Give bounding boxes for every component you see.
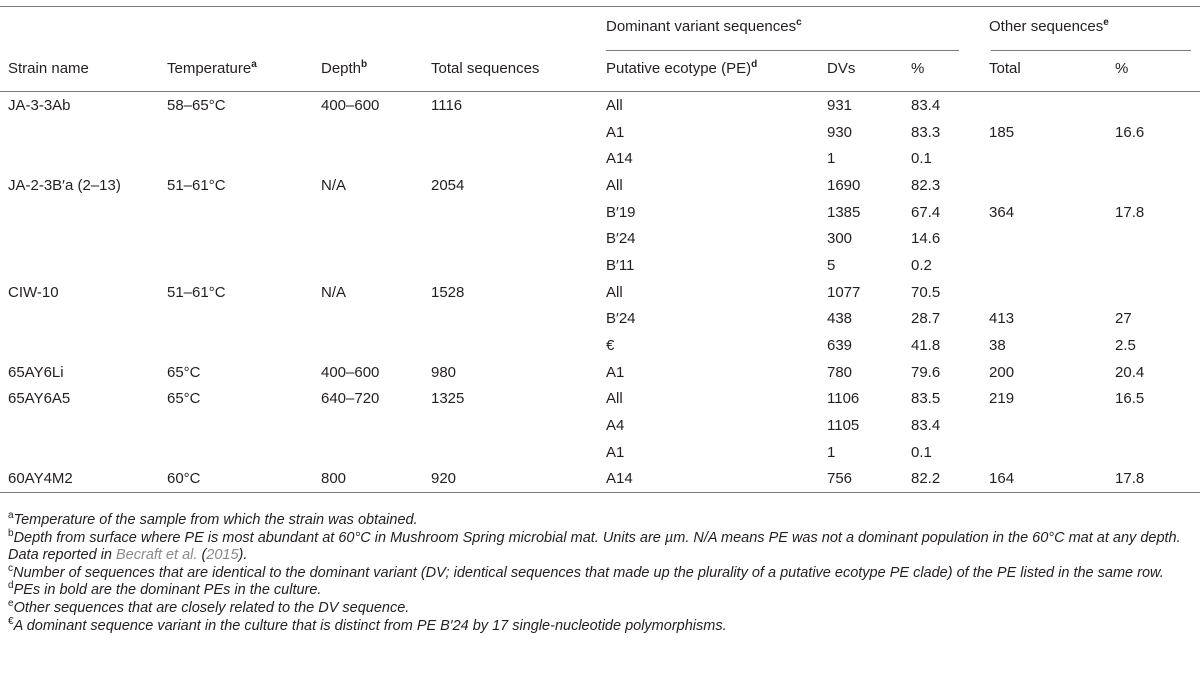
cell-depth (321, 332, 431, 359)
cell-other-total (989, 225, 1115, 252)
table-row (0, 252, 1200, 279)
table-row (0, 225, 1200, 252)
table-row (0, 145, 1200, 172)
cell-dv-percent: 67.4 (911, 203, 941, 221)
cell-depth: 400–600 (321, 96, 380, 114)
cell-total-sequences (431, 119, 606, 146)
cell-other-total: 364 (989, 203, 1015, 221)
cell-temperature (167, 199, 321, 226)
col-total-sequences: Total sequences (431, 45, 606, 92)
cell-depth (321, 252, 431, 279)
table-row (0, 332, 1200, 359)
cell-other-percent (1115, 145, 1200, 172)
cell-dv-percent: 0.2 (911, 256, 932, 274)
col-dv-percent: % (911, 45, 989, 92)
cell-other-total: 164 (989, 466, 1115, 493)
footnote-b: $^b$Depth from surface where PE is most abundant at 60°C in Mushroom Spring microbial mat. Units are µm. N/A means PE was not a dominant population in the 60°C mat at any depth. Data reported in Becraft et al. (2015). (8, 527, 1181, 564)
cell-dv-percent: 0.1 (911, 150, 932, 168)
cell-temperature (167, 439, 321, 466)
group-header-other: Other sequences$^e$ (989, 7, 1200, 46)
cell-strain (0, 252, 167, 279)
cell-temperature (167, 306, 321, 333)
cell-putative-ecotype: A1 (606, 123, 625, 141)
col-depth: Depth$^b$ (321, 45, 431, 92)
cell-other-total (989, 439, 1115, 466)
cell-other-total (989, 412, 1115, 439)
cell-other-percent (1115, 252, 1200, 279)
cell-total-sequences (431, 199, 606, 226)
cell-strain: JA-3-3Ab (8, 96, 71, 114)
cell-temperature (167, 119, 321, 146)
cell-other-total (989, 92, 1115, 119)
cell-dv-percent: 83.5 (911, 390, 941, 408)
cell-other-percent: 16.5 (1115, 390, 1145, 408)
table-row (0, 306, 1200, 333)
column-header-row (0, 45, 1200, 92)
col-putative-ecotype: Putative ecotype (PE)$^d$ (606, 45, 827, 92)
citation-link[interactable]: Becraft et al. (116, 547, 198, 564)
cell-other-percent (1115, 172, 1200, 199)
cell-temperature: 58–65°C (167, 96, 226, 114)
cell-dvs: 1690 (827, 176, 861, 194)
cell-other-percent (1115, 225, 1200, 252)
cell-total-sequences (431, 412, 606, 439)
dominant-group-rule (606, 50, 959, 51)
cell-dvs: 1077 (827, 283, 861, 301)
table-body (0, 92, 1200, 493)
table-row (0, 279, 1200, 306)
cell-dvs: 1106 (827, 390, 860, 408)
cell-strain: 60AY4M2 (0, 466, 167, 493)
cell-other-percent: 2.5 (1115, 337, 1136, 355)
cell-depth (321, 145, 431, 172)
cell-dv-percent: 82.2 (911, 466, 989, 493)
table-row (0, 439, 1200, 466)
table-row (0, 359, 1200, 386)
citation-year-link[interactable]: 2015 (206, 547, 239, 564)
cell-other-percent (1115, 92, 1200, 119)
cell-dv-percent: 0.1 (911, 443, 932, 461)
cell-strain (0, 412, 167, 439)
cell-strain (0, 439, 167, 466)
cell-depth (321, 306, 431, 333)
cell-strain (0, 145, 167, 172)
cell-dv-percent: 82.3 (911, 176, 941, 194)
cell-total-sequences: 2054 (431, 176, 465, 194)
other-group-rule (991, 50, 1191, 51)
cell-temperature: 65°C (167, 363, 201, 381)
cell-strain: 65AY6A5 (8, 390, 71, 408)
cell-dv-percent: 79.6 (911, 363, 941, 381)
cell-total-sequences: 980 (431, 363, 457, 381)
cell-dvs: 1 (827, 150, 836, 168)
cell-putative-ecotype: A14 (606, 150, 633, 168)
cell-dvs: 438 (827, 310, 853, 328)
cell-strain: 65AY6Li (8, 363, 64, 381)
cell-dvs: 1105 (827, 417, 860, 435)
cell-total-sequences (431, 225, 606, 252)
cell-putative-ecotype: B′11 (606, 256, 635, 274)
cell-other-total: 185 (989, 123, 1015, 141)
cell-other-total: 38 (989, 337, 1006, 355)
table-row (0, 199, 1200, 226)
data-table (0, 6, 1200, 493)
cell-temperature (167, 412, 321, 439)
cell-putative-ecotype: A14 (606, 466, 827, 493)
cell-dvs: 639 (827, 337, 853, 355)
cell-depth: 640–720 (321, 390, 380, 408)
table-row (0, 412, 1200, 439)
col-strain-name: Strain name (0, 45, 167, 92)
cell-other-total: 219 (989, 390, 1015, 408)
cell-other-percent: 16.6 (1115, 123, 1145, 141)
cell-strain: CIW-10 (8, 283, 59, 301)
cell-other-total (989, 172, 1115, 199)
cell-other-total (989, 252, 1115, 279)
cell-other-percent: 17.8 (1115, 466, 1200, 493)
table-row (0, 92, 1200, 119)
cell-strain (0, 225, 167, 252)
cell-depth (321, 119, 431, 146)
col-dvs: DVs (827, 45, 911, 92)
cell-depth: 400–600 (321, 363, 380, 381)
cell-total-sequences: 1116 (431, 96, 463, 114)
cell-putative-ecotype: A1 (606, 443, 625, 461)
cell-depth: N/A (321, 176, 347, 194)
footnote-e: $^e$Other sequences that are closely related to the DV sequence. (8, 598, 410, 616)
cell-depth (321, 199, 431, 226)
cell-dvs: 780 (827, 363, 853, 381)
footnote-c: $^c$Number of sequences that are identical to the dominant variant (DV; identical sequences that made up the plurality of a putative ecotype PE clade) of the PE listed in the same row. (8, 562, 1164, 581)
cell-putative-ecotype: A1 (606, 363, 625, 381)
table-row (0, 119, 1200, 146)
table-row (0, 466, 1200, 493)
cell-other-percent: 27 (1115, 310, 1132, 328)
cell-dv-percent: 28.7 (911, 310, 941, 328)
cell-putative-ecotype: B′24 (606, 310, 636, 328)
cell-other-total: 200 (989, 363, 1015, 381)
cell-putative-ecotype: B′24 (606, 230, 636, 248)
cell-total-sequences: 920 (431, 466, 606, 493)
cell-temperature (167, 252, 321, 279)
cell-total-sequences (431, 145, 606, 172)
cell-other-percent (1115, 439, 1200, 466)
cell-other-percent: 17.8 (1115, 203, 1145, 221)
cell-depth: N/A (321, 283, 347, 301)
cell-other-total (989, 145, 1115, 172)
cell-depth: 800 (321, 466, 431, 493)
cell-total-sequences (431, 439, 606, 466)
group-header-row (0, 7, 1200, 46)
cell-dv-percent: 83.4 (911, 96, 941, 114)
cell-dv-percent: 83.3 (911, 123, 941, 141)
cell-depth (321, 225, 431, 252)
cell-temperature (167, 145, 321, 172)
cell-total-sequences (431, 332, 606, 359)
cell-dvs: 756 (827, 466, 911, 493)
cell-other-percent: 20.4 (1115, 363, 1145, 381)
cell-total-sequences: 1325 (431, 390, 465, 408)
cell-putative-ecotype: All (606, 390, 623, 408)
footnote-euro: €A dominant sequence variant in the culture that is distinct from PE B′24 by 17 single-nucleotide polymorphisms. (8, 615, 727, 634)
cell-total-sequences: 1528 (431, 283, 465, 301)
cell-total-sequences (431, 306, 606, 333)
cell-putative-ecotype: All (606, 283, 623, 301)
cell-strain: JA-2-3B′a (2–13) (8, 176, 121, 194)
cell-putative-ecotype: All (606, 176, 623, 194)
cell-temperature (167, 332, 321, 359)
cell-dvs: 5 (827, 256, 836, 274)
table-row (0, 172, 1200, 199)
cell-putative-ecotype: € (606, 337, 615, 355)
cell-temperature: 60°C (167, 466, 321, 493)
cell-putative-ecotype: B′19 (606, 203, 636, 221)
cell-dv-percent: 14.6 (911, 230, 941, 248)
col-temperature: Temperature$^a$ (167, 45, 321, 92)
cell-strain (0, 306, 167, 333)
cell-dvs: 930 (827, 123, 853, 141)
cell-other-total (989, 279, 1115, 306)
cell-putative-ecotype: A4 (606, 417, 625, 435)
cell-dv-percent: 83.4 (911, 417, 941, 435)
cell-temperature: 51–61°C (167, 176, 226, 194)
cell-depth (321, 412, 431, 439)
col-other-percent: % (1115, 45, 1200, 92)
cell-strain (0, 332, 167, 359)
cell-putative-ecotype: All (606, 96, 623, 114)
cell-strain (0, 199, 167, 226)
cell-depth (321, 439, 431, 466)
cell-dvs: 300 (827, 230, 853, 248)
cell-other-percent (1115, 279, 1200, 306)
cell-strain (0, 119, 167, 146)
cell-dv-percent: 70.5 (911, 283, 941, 301)
table-row (0, 386, 1200, 413)
cell-other-percent (1115, 412, 1200, 439)
col-other-total: Total (989, 45, 1115, 92)
footnotes (8, 512, 1194, 635)
cell-temperature (167, 225, 321, 252)
cell-dvs: 931 (827, 96, 853, 114)
group-header-dominant: Dominant variant sequences$^c$ (606, 7, 989, 46)
footnote-a: $^a$Temperature of the sample from which the strain was obtained. (8, 510, 418, 528)
cell-temperature: 51–61°C (167, 283, 226, 301)
cell-total-sequences (431, 252, 606, 279)
cell-dvs: 1 (827, 443, 836, 461)
cell-other-total: 413 (989, 310, 1015, 328)
footnote-d: $^d$PEs in bold are the dominant PEs in the culture. (8, 580, 322, 599)
cell-dvs: 1385 (827, 203, 861, 221)
cell-dv-percent: 41.8 (911, 337, 941, 355)
cell-temperature: 65°C (167, 390, 201, 408)
